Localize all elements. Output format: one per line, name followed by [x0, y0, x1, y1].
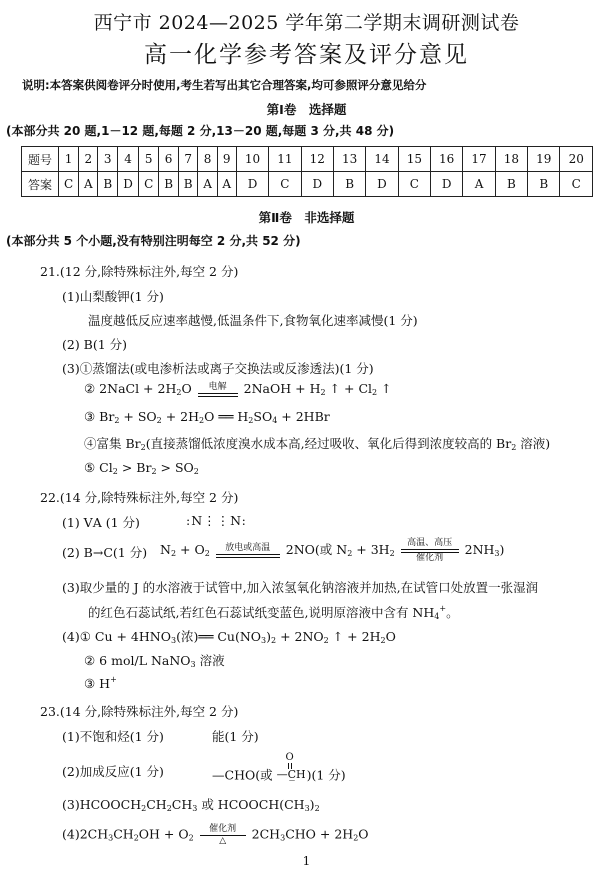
q22-part1-group: (1) ⅤA (1 分) — [62, 515, 140, 530]
answer-cell: B — [178, 172, 198, 197]
answer-cell: A — [79, 172, 98, 197]
answer-cell: D — [431, 172, 463, 197]
question-number: 2 — [79, 147, 98, 172]
answer-cell: C — [560, 172, 593, 197]
q23-part1-answer: (1)不饱和烃(1 分) — [62, 729, 164, 744]
q21-oxidizing-order: ⑤ $Cl_2 > Br_2 > SO_2$ — [84, 460, 199, 476]
aldehyde-structure: O —C̲H — [276, 752, 306, 781]
q23-part3-isomers: $(3)HCOOCH_2CH_2CH_3$ 或 $HCOOCH(CH_3)_2$ — [62, 797, 320, 813]
q22-part4-ion: ③ H+ — [84, 675, 117, 691]
q21-header: 21.(12 分,除特殊标注外,每空 2 分) — [40, 264, 239, 279]
answer-cell: D — [301, 172, 333, 197]
q21-part2-answer: (2) B(1 分) — [62, 337, 128, 352]
q22-part4-solution: ② 6 mol/L NaNO$_3$ 溶液 — [84, 653, 225, 669]
q22-header: 22.(14 分,除特殊标注外,每空 2 分) — [40, 490, 239, 505]
page-number: 1 — [302, 854, 311, 868]
question-number: 5 — [139, 147, 159, 172]
q21-part1-answer: (1)山梨酸钾(1 分) — [62, 289, 164, 304]
row-label-answer: 答案 — [22, 172, 59, 197]
question-number: 17 — [463, 147, 495, 172]
answer-cell: C — [269, 172, 301, 197]
q21-electrolysis-equation: ② 2NaCl + $2H_2O$ 电解 2NaOH + $H_2$ ↑ + $Cl_2$ ↑ — [84, 381, 392, 397]
q22-part2-step: (2) B→C(1 分) — [62, 545, 148, 560]
q23-part2-reaction-type: (2)加成反应(1 分) — [62, 764, 164, 779]
q21-part3-method: (3)①蒸馏法(或电渗析法或离子交换法或反渗透法)(1 分) — [62, 361, 374, 376]
scoring-note: 说明:本答案供阅卷评分时使用,考生若写出其它合理答案,均可参照评分意见给分 — [22, 78, 427, 92]
answer-cell: B — [495, 172, 527, 197]
question-number: 7 — [178, 147, 198, 172]
question-number: 11 — [269, 147, 301, 172]
answer-cell: C — [398, 172, 430, 197]
answer-cell: B — [528, 172, 560, 197]
question-number: 4 — [118, 147, 139, 172]
catalyst-arrow: 催化剂 △ — [200, 824, 246, 846]
part1-title: 第Ⅰ卷 选择题 — [266, 102, 347, 117]
question-number: 16 — [431, 147, 463, 172]
question-number: 19 — [528, 147, 560, 172]
answer-cell: C — [59, 172, 79, 197]
answer-cell: D — [236, 172, 268, 197]
question-number: 18 — [495, 147, 527, 172]
question-number: 1 — [59, 147, 79, 172]
answer-cell: A — [217, 172, 236, 197]
answer-key-title: 高一化学参考答案及评分意见 — [144, 42, 469, 68]
question-number: 8 — [198, 147, 217, 172]
part2-title: 第Ⅱ卷 非选择题 — [258, 210, 355, 225]
answer-cell: B — [98, 172, 118, 197]
q22-copper-nitric-equation: (4)① $Cu + 4HNO_3$(浓)══ $Cu(NO_3)_2 + 2NO_2$ ↑ + $2H_2O$ — [62, 629, 396, 645]
q23-part1-judgement: 能(1 分) — [212, 729, 259, 744]
q22-part3-procedure: (3)取少量的 J 的水溶液于试管中,加入浓氢氧化钠溶液并加热,在试管口处放置一张湿润 — [62, 580, 539, 595]
question-number: 3 — [98, 147, 118, 172]
answer-cell: A — [463, 172, 495, 197]
answer-cell: D — [118, 172, 139, 197]
q21-part1-explanation: 温度越低反应速率越慢,低温条件下,食物氧化速率减慢(1 分) — [88, 313, 418, 328]
q23-ethanol-oxidation-equation: $(4)2CH_3CH_2OH + O_2$ 催化剂 △ $2CH_3CHO + 2H_2O$ — [62, 824, 369, 846]
question-number: 9 — [217, 147, 236, 172]
row-label-question: 题号 — [22, 147, 59, 172]
question-number: 12 — [301, 147, 333, 172]
answer-cell: C — [139, 172, 159, 197]
n2-lewis-structure: :N⋮⋮N: — [186, 513, 247, 528]
q21-enrichment-answer: ④富集 $Br_2$(直接蒸馏低浓度溴水成本高,经过吸收、氧化后得到浓度较高的 $Br_2$ 溶液) — [84, 436, 551, 452]
answer-cell: A — [198, 172, 217, 197]
part2-score-note: (本部分共 5 个小题,没有特别注明每空 2 分,共 52 分) — [6, 234, 301, 248]
question-number: 14 — [366, 147, 398, 172]
answer-cell: B — [333, 172, 365, 197]
part1-score-note: (本部分共 20 题,1－12 题,每题 2 分,13－20 题,每题 3 分,共 48 分) — [6, 124, 395, 138]
discharge-arrow: 放电或高温 — [216, 543, 280, 558]
question-number: 20 — [560, 147, 593, 172]
question-number: 6 — [159, 147, 179, 172]
question-number: 15 — [398, 147, 430, 172]
question-number-row — [22, 147, 593, 172]
exam-title: 西宁市 2024—2025 学年第二学期末调研测试卷 — [93, 12, 520, 34]
q22-part3-conclusion: 的红色石蕊试纸,若红色石蕊试纸变蓝色,说明原溶液中含有 $NH_4^+$。 — [88, 604, 459, 621]
answer-table — [21, 146, 593, 197]
question-number: 13 — [333, 147, 365, 172]
haber-process-arrow: 高温、高压 催化剂 — [401, 538, 459, 563]
q23-header: 23.(14 分,除特殊标注外,每空 2 分) — [40, 704, 239, 719]
answer-cell: B — [159, 172, 179, 197]
q23-part2-functional-group: —CHO(或 O —C̲H )(1 分) — [212, 752, 346, 783]
question-number: 10 — [236, 147, 268, 172]
q22-part2-equation: $N_2 + O_2$ 放电或高温 2NO(或 $N_2 + 3H_2$ 高温、高压 催化剂 $2NH_3$) — [160, 538, 505, 563]
q21-bromine-absorption-equation: ③ $Br_2 + SO_2 + 2H_2O$ ══ $H_2SO_4 + 2HBr$ — [84, 409, 330, 425]
answer-row — [22, 172, 593, 197]
electrolysis-arrow: 电解 — [198, 382, 238, 397]
answer-cell: D — [366, 172, 398, 197]
